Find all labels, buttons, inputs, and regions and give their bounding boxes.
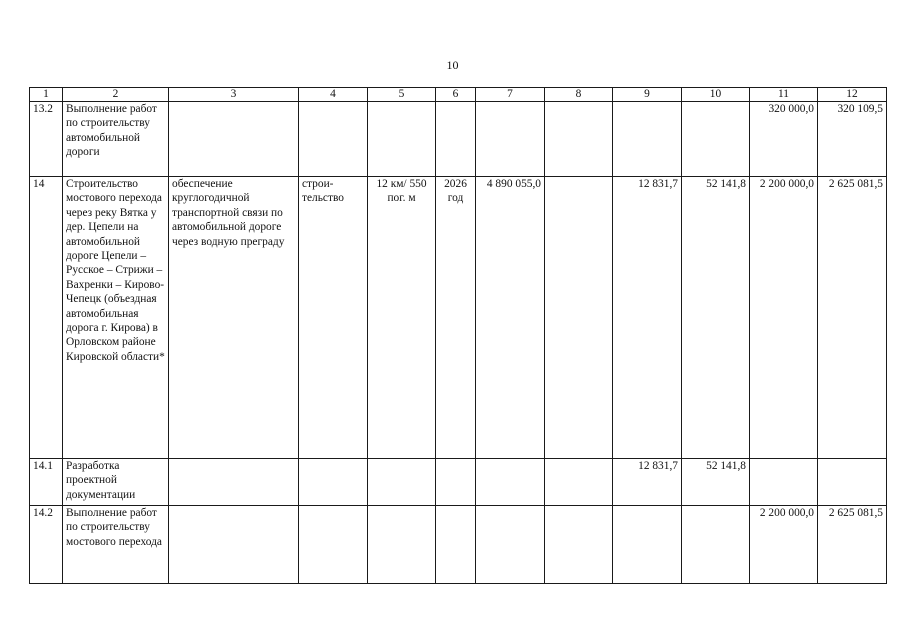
column-header: 12	[818, 88, 887, 102]
column-header: 10	[682, 88, 750, 102]
column-header: 7	[476, 88, 545, 102]
table-header-row	[30, 88, 887, 102]
column-header: 2	[63, 88, 169, 102]
work-type-cell	[299, 459, 368, 506]
value-cell-10: 52 141,8	[682, 459, 750, 506]
work-type-cell: строи- тельство	[299, 177, 368, 459]
table-row	[30, 102, 887, 177]
value-cell-7	[476, 506, 545, 584]
value-cell-9	[613, 102, 682, 177]
row-number-cell: 14.1	[30, 459, 63, 506]
row-number-cell: 14.2	[30, 506, 63, 584]
value-cell-11: 2 200 000,0	[750, 177, 818, 459]
value-cell-8	[545, 102, 613, 177]
value-cell-12: 2 625 081,5	[818, 177, 887, 459]
value-cell-12: 320 109,5	[818, 102, 887, 177]
value-cell-11	[750, 459, 818, 506]
value-cell-9: 12 831,7	[613, 177, 682, 459]
value-cell-10: 52 141,8	[682, 177, 750, 459]
value-cell-9: 12 831,7	[613, 459, 682, 506]
work-name-cell: Разработка проектной документации	[63, 459, 169, 506]
year-cell	[436, 506, 476, 584]
purpose-cell	[169, 102, 299, 177]
value-cell-11: 2 200 000,0	[750, 506, 818, 584]
row-number-cell: 13.2	[30, 102, 63, 177]
value-cell-10	[682, 102, 750, 177]
table-row	[30, 177, 887, 459]
column-header: 6	[436, 88, 476, 102]
column-header: 1	[30, 88, 63, 102]
value-cell-7: 4 890 055,0	[476, 177, 545, 459]
year-cell	[436, 459, 476, 506]
column-header: 3	[169, 88, 299, 102]
value-cell-11: 320 000,0	[750, 102, 818, 177]
value-cell-7	[476, 459, 545, 506]
purpose-cell	[169, 459, 299, 506]
work-name-cell: Выполнение работ по строительству автомобильной дороги	[63, 102, 169, 177]
capacity-cell: 12 км/ 550 пог. м	[368, 177, 436, 459]
column-header: 8	[545, 88, 613, 102]
row-number-cell: 14	[30, 177, 63, 459]
table-row	[30, 459, 887, 506]
year-cell: 2026 год	[436, 177, 476, 459]
work-type-cell	[299, 506, 368, 584]
work-type-cell	[299, 102, 368, 177]
value-cell-8	[545, 177, 613, 459]
page-number: 10	[446, 58, 459, 72]
purpose-cell	[169, 506, 299, 584]
value-cell-7	[476, 102, 545, 177]
value-cell-8	[545, 459, 613, 506]
value-cell-8	[545, 506, 613, 584]
work-name-cell: Строительство мостового перехода через реку Вятка у дер. Цепели на автомобильной дороге Цепели – Русское – Стрижи – Вахренки – Кирово-Чепецк (объездная автомобильная дорога г. Кирова) в Орловском районе Кировской области*	[63, 177, 169, 459]
capacity-cell	[368, 506, 436, 584]
column-header: 11	[750, 88, 818, 102]
value-cell-12	[818, 459, 887, 506]
value-cell-12: 2 625 081,5	[818, 506, 887, 584]
value-cell-9	[613, 506, 682, 584]
purpose-cell: обеспечение круглогодичной транспортной связи по автомобильной дороге через водную преграду	[169, 177, 299, 459]
capacity-cell	[368, 102, 436, 177]
table-row	[30, 506, 887, 584]
capacity-cell	[368, 459, 436, 506]
work-name-cell: Выполнение работ по строительству мостового перехода	[63, 506, 169, 584]
year-cell	[436, 102, 476, 177]
value-cell-10	[682, 506, 750, 584]
column-header: 4	[299, 88, 368, 102]
column-header: 5	[368, 88, 436, 102]
column-header: 9	[613, 88, 682, 102]
data-table	[29, 87, 887, 584]
